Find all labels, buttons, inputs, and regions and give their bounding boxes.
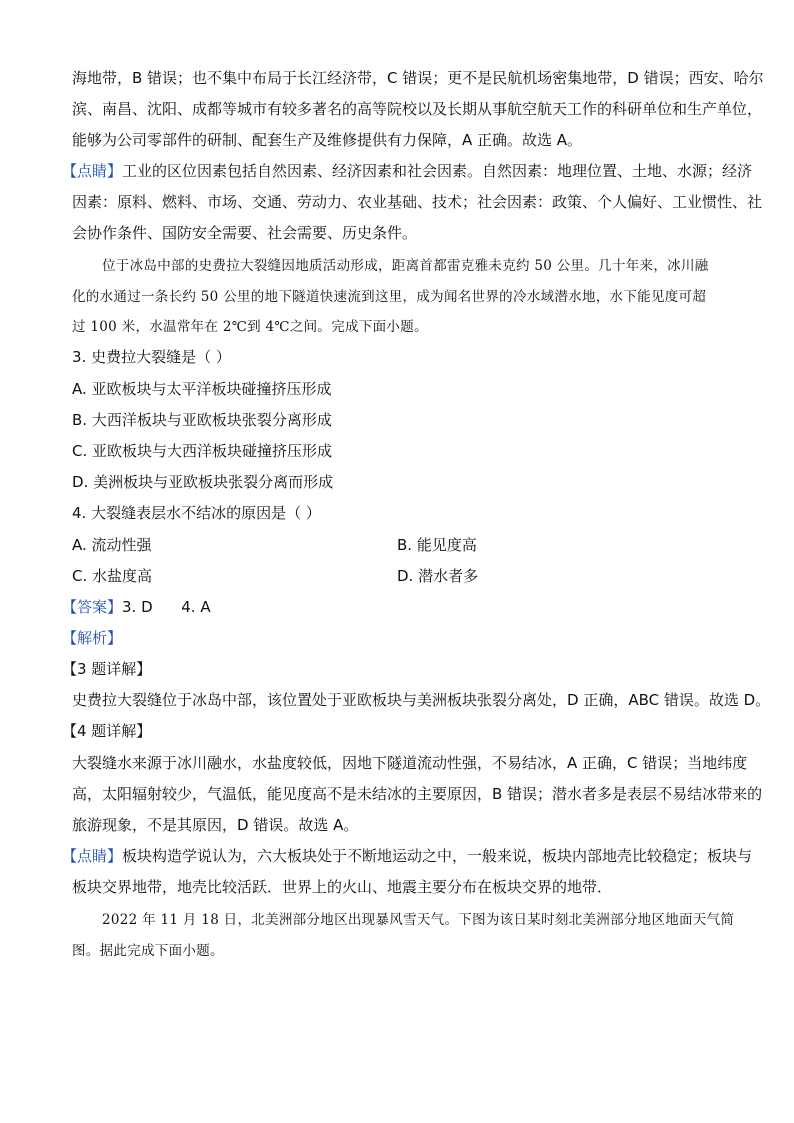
point-tag: 【点睛】 [62, 162, 123, 180]
answer-tag: 【答案】 [62, 598, 123, 616]
detail-4-line-3: 旅游现象，不是其原因，D 错误。故选 A。 [72, 816, 359, 834]
question-3-option-d: D. 美洲板块与亚欧板块张裂分离而形成 [72, 473, 334, 491]
point-1-line-1 [62, 161, 752, 181]
point-2-tag: 【点睛】 [62, 847, 123, 865]
detail-3-text: 史费拉大裂缝位于冰岛中部，该位置处于亚欧板块与美洲板块张裂分离处，D 正确，ABC 错误。故选 D。 [72, 691, 771, 709]
question-3-option-c: C. 亚欧板块与大西洋板块碰撞挤压形成 [72, 442, 333, 460]
question-4-option-b: B. 能见度高 [397, 536, 477, 554]
point-2-text-1: 板块构造学说认为，六大板块处于不断地运动之中，一般来说，板块内部地壳比较稳定；板块与 [122, 847, 753, 865]
analysis-tag: 【解析】 [62, 629, 123, 647]
question-4-option-c: C. 水盐度高 [72, 567, 153, 585]
passage-1-line-1: 位于冰岛中部的史费拉大裂缝因地质活动形成，距离首都雷克雅未克约 50 公里。几十年来，冰川融 [102, 258, 709, 274]
answer-text: 3. D 4. A [122, 598, 211, 616]
detail-4-line-2: 高，太阳辐射较少，气温低，能见度高不是未结冰的主要原因，B 错误；潜水者多是表层不易结冰带来的 [72, 785, 763, 803]
detail-3-tag: 【3 题详解】 [62, 660, 152, 678]
point-2-line-2: 板块交界地带，地壳比较活跃．世界上的火山、地震主要分布在板块交界的地带． [72, 878, 613, 896]
answer-continuation-line-3: 能够为公司零部件的研制、配套生产及维修提供有力保障，A 正确。故选 A。 [72, 131, 583, 149]
question-4-stem: 4. 大裂缝表层水不结冰的原因是（ ） [72, 504, 321, 522]
passage-2-line-2: 图。据此完成下面小题。 [72, 943, 224, 959]
detail-4-tag: 【4 题详解】 [62, 722, 152, 740]
point-1-line-3: 会协作条件、国防安全需要、社会需要、历史条件。 [72, 224, 418, 242]
passage-1-line-3: 过 100 米，水温常年在 2℃到 4℃之间。完成下面小题。 [72, 319, 428, 335]
answer-line [62, 597, 211, 617]
answer-continuation-line-1: 海地带，B 错误；也不集中布局于长江经济带，C 错误；更不是民航机场密集地带，D 错误；西安、哈尔 [72, 69, 764, 87]
question-4-option-d: D. 潜水者多 [397, 567, 479, 585]
passage-2-line-1: 2022 年 11 月 18 日，北美洲部分地区出现暴风雪天气。下图为该日某时刻北美洲部分地区地面天气简 [102, 912, 735, 928]
question-4-option-a: A. 流动性强 [72, 536, 152, 554]
point-1-line-2: 因素：原料、燃料、市场、交通、劳动力、农业基础、技术；社会因素：政策、个人偏好、工业惯性、社 [72, 193, 763, 211]
point-1-text-1: 工业的区位因素包括自然因素、经济因素和社会因素。自然因素：地理位置、土地、水源；经济 [122, 162, 753, 180]
answer-continuation-line-2: 滨、南昌、沈阳、成都等城市有较多著名的高等院校以及长期从事航空航天工作的科研单位和生产单位， [72, 100, 763, 118]
question-3-option-b: B. 大西洋板块与亚欧板块张裂分离形成 [72, 411, 332, 429]
point-2-line-1 [62, 846, 752, 866]
question-3-option-a: A. 亚欧板块与太平洋板块碰撞挤压形成 [72, 380, 332, 398]
detail-4-line-1: 大裂缝水来源于冰川融水，水盐度较低，因地下隧道流动性强，不易结冰，A 正确，C 错误；当地纬度 [72, 754, 748, 772]
question-3-stem: 3. 史费拉大裂缝是（ ） [72, 348, 231, 366]
passage-1-line-2: 化的水通过一条长约 50 公里的地下隧道快速流到这里，成为闻名世界的冷水域潜水地，水下能见度可超 [72, 289, 707, 305]
